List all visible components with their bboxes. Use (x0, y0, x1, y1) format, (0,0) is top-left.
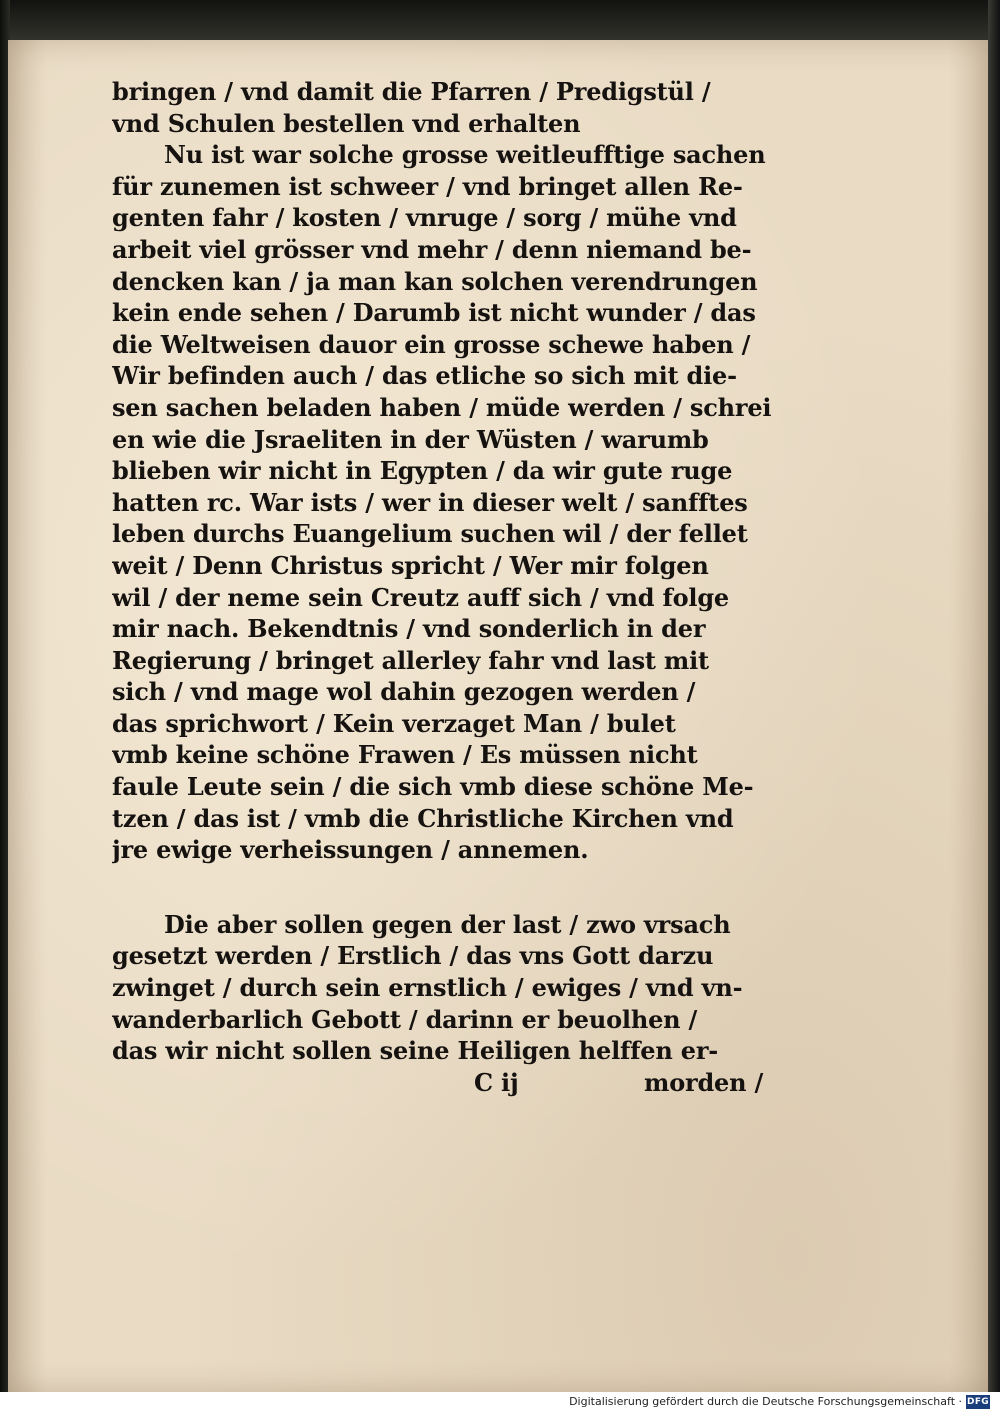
text-line: arbeit viel grösser vnd mehr / denn niemand be- (112, 234, 752, 264)
scan-top-edge (0, 0, 1000, 44)
text-line: jre ewige verheissungen / annemen. (112, 835, 589, 865)
scan-right-edge (988, 0, 1000, 1392)
text-line: zwinget / durch sein ernstlich / ewiges / vnd vn- (112, 973, 743, 1003)
text-line: wanderbarlich Gebott / darinn er beuolhen / (112, 1004, 698, 1034)
text-line: tzen / das ist / vmb die Christliche Kirchen vnd (112, 803, 734, 833)
text-line: Wir befinden auch / das etliche so sich mit die- (112, 361, 737, 391)
text-line: das sprichwort / Kein verzaget Man / bulet (112, 708, 676, 738)
text-line: blieben wir nicht in Egypten / da wir gute ruge (112, 456, 733, 486)
text-line: vnd Schulen bestellen vnd erhalten (112, 108, 581, 138)
text-line: Regierung / bringet allerley fahr vnd last mit (112, 645, 709, 675)
text-line: das wir nicht sollen seine Heiligen helffen er- (112, 1036, 719, 1066)
text-line: kein ende sehen / Darumb ist nicht wunder / das (112, 298, 756, 328)
text-line: vmb keine schöne Frawen / Es müssen nicht (112, 740, 698, 770)
text-line: en wie die Jsraeliten in der Wüsten / warumb (112, 424, 709, 454)
text-line: wil / der neme sein Creutz auff sich / vnd folge (112, 582, 730, 612)
text-line: gesetzt werden / Erstlich / das vns Gott darzu (112, 941, 714, 971)
signature-mark: C ij (474, 1067, 519, 1097)
page-text (112, 76, 772, 1098)
paragraph-start-line: Die aber sollen gegen der last / zwo vrsach (164, 909, 731, 939)
catchword: morden / (644, 1067, 764, 1097)
paragraph-start-line: Nu ist war solche grosse weitleufftige sachen (164, 140, 766, 170)
dfg-logo-icon: DFG (967, 1397, 989, 1407)
text-line: sich / vnd mage wol dahin gezogen werden / (112, 677, 696, 707)
text-line: faule Leute sein / die sich vmb diese schöne Me- (112, 772, 754, 802)
text-line: die Weltweisen dauor ein grosse schewe haben / (112, 329, 751, 359)
funding-credit: Digitalisierung gefördert durch die Deutsche Forschungsgemeinschaft · (569, 1395, 962, 1408)
text-line: mir nach. Bekendtnis / vnd sonderlich in der (112, 614, 706, 644)
text-line: sen sachen beladen haben / müde werden / schrei (112, 392, 772, 422)
text-line: weit / Denn Christus spricht / Wer mir folgen (112, 550, 709, 580)
text-line: genten fahr / kosten / vnruge / sorg / mühe vnd (112, 203, 737, 233)
text-line: hatten rc. War ists / wer in dieser welt / sanfftes (112, 487, 748, 517)
page-footer-line (112, 1067, 772, 1099)
text-line: dencken kan / ja man kan solchen verendrungen (112, 266, 758, 296)
text-line: bringen / vnd damit die Pfarren / Predigstül / (112, 77, 711, 106)
paragraph-gap (112, 866, 772, 909)
text-line: für zunemen ist schweer / vnd bringet allen Re- (112, 171, 743, 201)
text-line: leben durchs Euangelium suchen wil / der fellet (112, 519, 748, 549)
credit-bar (0, 1392, 1000, 1412)
